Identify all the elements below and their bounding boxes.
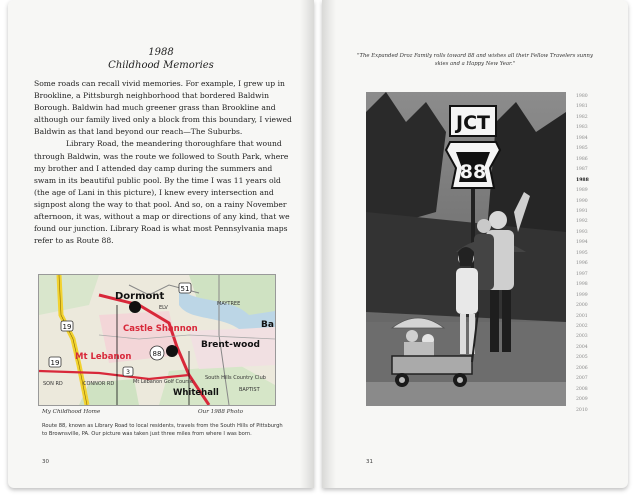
year-item: 1981	[576, 104, 588, 110]
year-item: 1991	[576, 208, 588, 214]
year-item: 2010	[576, 407, 588, 413]
year-item: 1985	[576, 146, 588, 152]
paragraph-1: Some roads can recall vivid memories. For example, I grew up in Brookline, a Pittsburgh neighborhood that bordered Baldwin Borough. Baldwin had much greener grass than Brookline and although our family lived only a block from this boundary, I viewed Baldwin as that land beyond our reach—The Suburbs.	[34, 79, 292, 137]
year-item: 1987	[576, 167, 588, 173]
year-item: 2001	[576, 313, 588, 319]
holiday-quote: "The Expanded Droz Family rolls toward 88 and wishes all their Fellow Travelers sunny skies and a Happy New Year."	[357, 53, 593, 67]
label-dormont: Dormont	[115, 291, 165, 302]
label-mt-lebanon: Mt Lebanon	[75, 352, 132, 362]
year-item: 2004	[576, 344, 588, 350]
year-item: 1992	[576, 219, 588, 225]
shield-88-label: 88	[152, 350, 162, 358]
label-castle-shannon: Castle Shannon	[123, 324, 198, 334]
year-item: 2007	[576, 376, 588, 382]
label-south-hills: South Hills Country Club	[205, 375, 266, 381]
chapter-heading	[8, 46, 314, 72]
year-item: 1996	[576, 261, 588, 267]
left-gutter-shadow	[300, 0, 314, 488]
year-timeline	[576, 92, 606, 416]
year-item: 2002	[576, 323, 588, 329]
sign-88: 88	[459, 161, 487, 183]
road-map-graphic	[39, 275, 275, 405]
year-item: 1980	[576, 94, 588, 99]
road-map-image	[38, 274, 276, 406]
year-item: 2008	[576, 386, 588, 392]
family-photo-graphic	[366, 92, 566, 406]
shield-3-label: 3	[126, 369, 130, 376]
paragraph-2: Library Road, the meandering thoroughfare that wound through Baldwin, was the route we followed to South Park, where my brother and I attended day camp during the summers and swam in its beautiful public pool. By the time I was 11 years old (the age of Lani in this picture), I knew every intersection and signpost along the way to that pool. And so, on a rainy November afternoon, it was, without a map or directions of any kind, that we found our junction. Library Road is what most Pennsylvania maps refer to as Route 88.	[34, 139, 290, 246]
year-item: 1983	[576, 125, 588, 131]
right-gutter-shadow	[322, 0, 336, 488]
page-number-left: 30	[42, 459, 49, 465]
year-item: 2009	[576, 397, 588, 403]
caption-1988-photo: Our 1988 Photo	[198, 409, 244, 415]
body-text	[34, 78, 296, 247]
shield-19b-label: 19	[50, 359, 60, 367]
chapter-subtitle: Childhood Memories	[108, 60, 214, 71]
label-whitehall: Whitehall	[173, 388, 219, 398]
page-number-right: 31	[366, 459, 373, 465]
year-item: 2006	[576, 365, 588, 371]
label-connor-rd: CONNOR RD	[83, 381, 115, 387]
year-item: 1988	[576, 177, 589, 183]
shield-19-label: 19	[62, 323, 72, 331]
label-brentwood: Brent-wood	[201, 340, 260, 350]
year-item: 1995	[576, 250, 588, 256]
year-item: 1982	[576, 114, 588, 120]
shield-51-label: 51	[180, 285, 190, 293]
label-elv: ELV	[159, 305, 168, 311]
year-item: 1986	[576, 156, 588, 162]
label-maytree: MAYTREE	[217, 301, 241, 307]
year-item: 1984	[576, 135, 588, 141]
label-son-rd: SON RD	[43, 381, 63, 387]
year-item: 1998	[576, 282, 588, 288]
family-photo	[366, 92, 566, 406]
sign-jct: JCT	[456, 112, 490, 134]
year-item: 1994	[576, 240, 588, 246]
map-caption-note: Route 88, known as Library Road to local residents, travels from the South Hills of Pittsburgh to Brownsville, PA. Our picture was taken just three miles from where I was born.	[42, 423, 283, 437]
label-golf-course: Mt Lebanon Golf Course	[133, 379, 193, 385]
chapter-year: 1988	[148, 47, 174, 58]
label-baptist: BAPTIST	[239, 387, 260, 393]
year-item: 1990	[576, 198, 588, 204]
right-page	[322, 0, 628, 488]
year-item: 1989	[576, 188, 588, 194]
caption-childhood-home: My Childhood Home	[42, 409, 101, 415]
year-item: 2005	[576, 355, 588, 361]
year-item: 1993	[576, 229, 588, 235]
label-ba: Ba	[261, 320, 274, 330]
year-item: 1999	[576, 292, 588, 298]
left-page	[8, 0, 314, 488]
year-item: 2000	[576, 303, 588, 309]
year-item: 1997	[576, 271, 588, 277]
year-item: 2003	[576, 334, 588, 340]
